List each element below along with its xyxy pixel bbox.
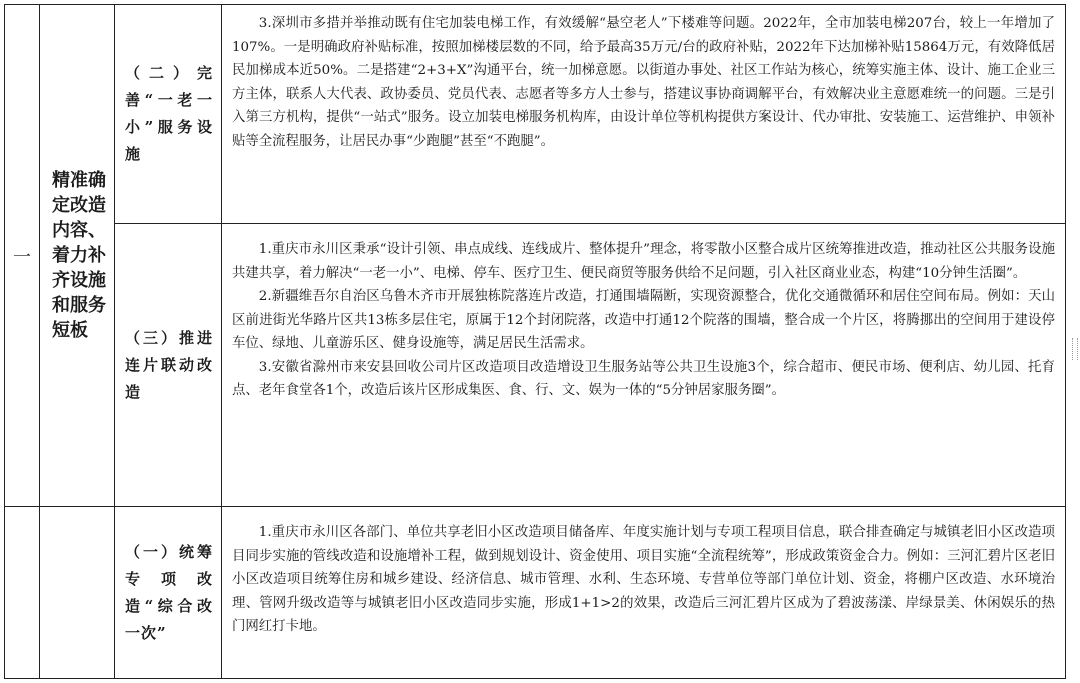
table-border-right <box>1065 4 1066 679</box>
content-paragraph: 2.新疆维吾尔自治区乌鲁木齐市开展独栋院落连片改造，打通围墙隔断，实现资源整合，优化交通微循环和居住空间布局。例如：天山区前进街光华路片区共13栋多层住宅，原属于12个封闭院落，改造中打通12个院落的围墙，整合成一个片区，将腾挪出的空间用于建设停车位、绿地、儿童游乐区、健身设施等，满足居民生活需求。 <box>232 289 1055 351</box>
table-border-bottom <box>4 678 1066 679</box>
content-paragraph: 1.重庆市永川区秉承“设计引领、串点成线、连线成片、整体提升”理念，将零散小区整合成片区统筹推进改造，推动社区公共服务设施共建共享，着力解决“一老一小”、电梯、停车、医疗卫生、便民商贸等服务供给不足问题，引入社区商业业态，构建“10分钟生活圈”。 <box>232 242 1055 281</box>
category-cell: 精准确定改造内容、着力补齐设施和服务短板 <box>52 170 106 341</box>
subcategory-title: （三）推进连片联动改造 <box>125 328 213 401</box>
scroll-handle[interactable] <box>1072 338 1078 360</box>
subcategory-title: （二）完善“一老一小”服务设施 <box>125 64 213 163</box>
row-number: 一 <box>13 246 31 268</box>
subcategory-title: （一）统筹专项改造“综合改一次” <box>125 542 213 642</box>
content-paragraph: 3.深圳市多措并举推动既有住宅加装电梯工作，有效缓解“悬空老人”下楼难等问题。2022年，全市加装电梯207台，较上一年增加了107%。一是明确政府补贴标准，按照加梯楼层数的不同，给予最高35万元/台的政府补贴，2022年下达加梯补贴15864万元，有效降低居民加梯成本近50%。二是搭建“2+3+X”沟通平台，统一加梯意愿。以街道办事处、社区工作站为核心，统筹实施主体、设计、施工企业三方主体，联系人大代表、政协委员、党员代表、志愿者等多方人士参与，搭建议事协商调解平台，有效解决业主意愿难统一的问题。三是引入第三方机构，提供“一站式”服务。设立加装电梯服务机构库，由设计单位等机构提供方案设计、代办审批、安装施工、运营维护、申领补贴等全流程服务，让居民办事“少跑腿”甚至“不跑腿”。 <box>232 16 1055 149</box>
content-cell <box>222 224 1065 506</box>
content-paragraph: 1.重庆市永川区各部门、单位共享老旧小区改造项目储备库、年度实施计划与专项工程项目信息，联合排查确定与城镇老旧小区改造项目同步实施的管线改造和设施增补工程，做到规划设计、资金使用、项目实施“全流程统筹”，形成政策资金合力。例如：三河汇碧片区老旧小区改造项目统筹住房和城乡建设、经济信息、城市管理、水利、生态环境、专营单位等部门单位计划、资金，将棚户区改造、水环境治理、管网升级改造等与城镇老旧小区改造同步实施，形成1+1>2的效果，改造后三河汇碧片区成为了碧波荡漾、岸绿景美、休闲娱乐的热门网红打卡地。 <box>232 525 1055 634</box>
policy-table <box>4 4 1066 679</box>
content-cell <box>222 507 1065 678</box>
content-cell <box>222 5 1065 223</box>
content-paragraph: 3.安徽省滁州市来安县回收公司片区改造项目改造增设卫生服务站等公共卫生设施3个，综合超市、便民市场、便利店、幼儿园、托育点、老年食堂各1个，改造后该片区形成集医、食、行、文、娱为一体的“5分钟居家服务圈”。 <box>232 359 1055 398</box>
